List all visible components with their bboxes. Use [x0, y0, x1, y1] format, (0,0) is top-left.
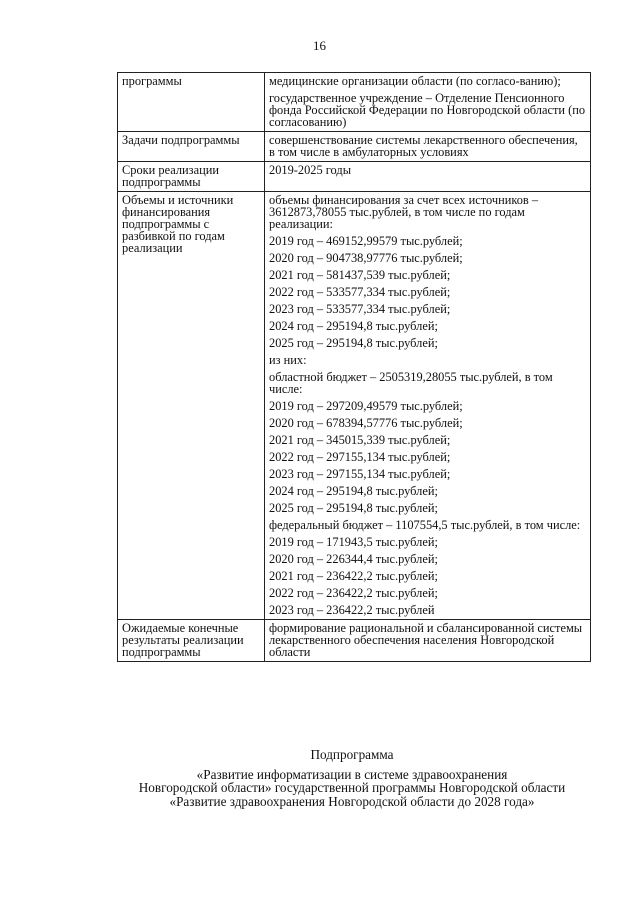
- table-row: [118, 620, 591, 662]
- row-value-paragraph: 2020 год – 226344,4 тыс.рублей;: [269, 552, 438, 566]
- row-value-paragraph: 2019 год – 297209,49579 тыс.рублей;: [269, 399, 463, 413]
- row-label: Ожидаемые конечные результаты реализации подпрограммы: [118, 620, 265, 662]
- row-label: Объемы и источники финансирования подпрограммы с разбивкой по годам реализации: [118, 192, 265, 620]
- row-value-paragraph: 2024 год – 295194,8 тыс.рублей;: [269, 319, 438, 333]
- row-value-paragraph: 2025 год – 295194,8 тыс.рублей;: [269, 501, 438, 515]
- row-value: [265, 132, 591, 162]
- row-value-paragraph: совершенствование системы лекарственного обеспечения, в том числе в амбулаторных условиях: [269, 133, 578, 159]
- subprogram-heading: [110, 748, 594, 808]
- row-value-paragraph: 2022 год – 533577,334 тыс.рублей;: [269, 285, 451, 299]
- row-value-paragraph: из них:: [269, 353, 307, 367]
- subprogram-heading-line: «Развитие здравоохранения Новгородской области до 2028 года»: [169, 793, 535, 809]
- row-label: программы: [118, 73, 265, 132]
- row-value-paragraph: федеральный бюджет – 1107554,5 тыс.рублей, в том числе:: [269, 518, 581, 532]
- table-row: [118, 73, 591, 132]
- row-value: [265, 192, 591, 620]
- row-value-paragraph: 2021 год – 236422,2 тыс.рублей;: [269, 569, 438, 583]
- row-value-paragraph: 2021 год – 345015,339 тыс.рублей;: [269, 433, 451, 447]
- subprogram-passport-table: [117, 72, 591, 662]
- table-row: [118, 192, 591, 620]
- row-value-paragraph: 2023 год – 297155,134 тыс.рублей;: [269, 467, 451, 481]
- row-value-paragraph: 2022 год – 297155,134 тыс.рублей;: [269, 450, 451, 464]
- row-value-paragraph: 2019 год – 171943,5 тыс.рублей;: [269, 535, 438, 549]
- subprogram-heading-line: Новгородской области» государственной программы Новгородской области: [138, 780, 566, 795]
- table-row: [118, 162, 591, 192]
- row-value-paragraph: 2020 год – 678394,57776 тыс.рублей;: [269, 416, 463, 430]
- row-value-paragraph: 2022 год – 236422,2 тыс.рублей;: [269, 586, 438, 600]
- row-value: [265, 73, 591, 132]
- row-label: Задачи подпрограммы: [118, 132, 265, 162]
- page-number: 16: [313, 38, 326, 53]
- passport-table-body: [118, 73, 591, 662]
- row-value-paragraph: 2019 год – 469152,99579 тыс.рублей;: [269, 234, 463, 248]
- row-value-paragraph: медицинские организации области (по согласо-ванию);: [269, 74, 561, 88]
- row-value-paragraph: 2023 год – 236422,2 тыс.рублей: [269, 603, 435, 617]
- row-value-paragraph: областной бюджет – 2505319,28055 тыс.рублей, в том числе:: [269, 370, 553, 396]
- row-value-paragraph: объемы финансирования за счет всех источников – 3612873,78055 тыс.рублей, в том числе по годам реализации:: [269, 193, 539, 231]
- row-value-paragraph: 2023 год – 533577,334 тыс.рублей;: [269, 302, 451, 316]
- row-label: Сроки реализации подпрограммы: [118, 162, 265, 192]
- row-value-paragraph: 2025 год – 295194,8 тыс.рублей;: [269, 336, 438, 350]
- row-value-paragraph: 2021 год – 581437,539 тыс.рублей;: [269, 268, 451, 282]
- row-value: [265, 162, 591, 192]
- row-value: [265, 620, 591, 662]
- row-value-paragraph: государственное учреждение – Отделение Пенсионного фонда Российской Федерации по Новгородской области (по согласованию): [269, 91, 586, 129]
- row-value-paragraph: 2020 год – 904738,97776 тыс.рублей;: [269, 251, 463, 265]
- row-value-paragraph: 2019-2025 годы: [269, 163, 352, 177]
- table-row: [118, 132, 591, 162]
- row-value-paragraph: 2024 год – 295194,8 тыс.рублей;: [269, 484, 438, 498]
- subprogram-heading-line: «Развитие информатизации в системе здравоохранения: [196, 766, 508, 782]
- row-value-paragraph: формирование рациональной и сбалансированной системы лекарственного обеспечения населения Новгородской области: [269, 621, 583, 659]
- subprogram-heading-title: Подпрограмма: [310, 747, 394, 762]
